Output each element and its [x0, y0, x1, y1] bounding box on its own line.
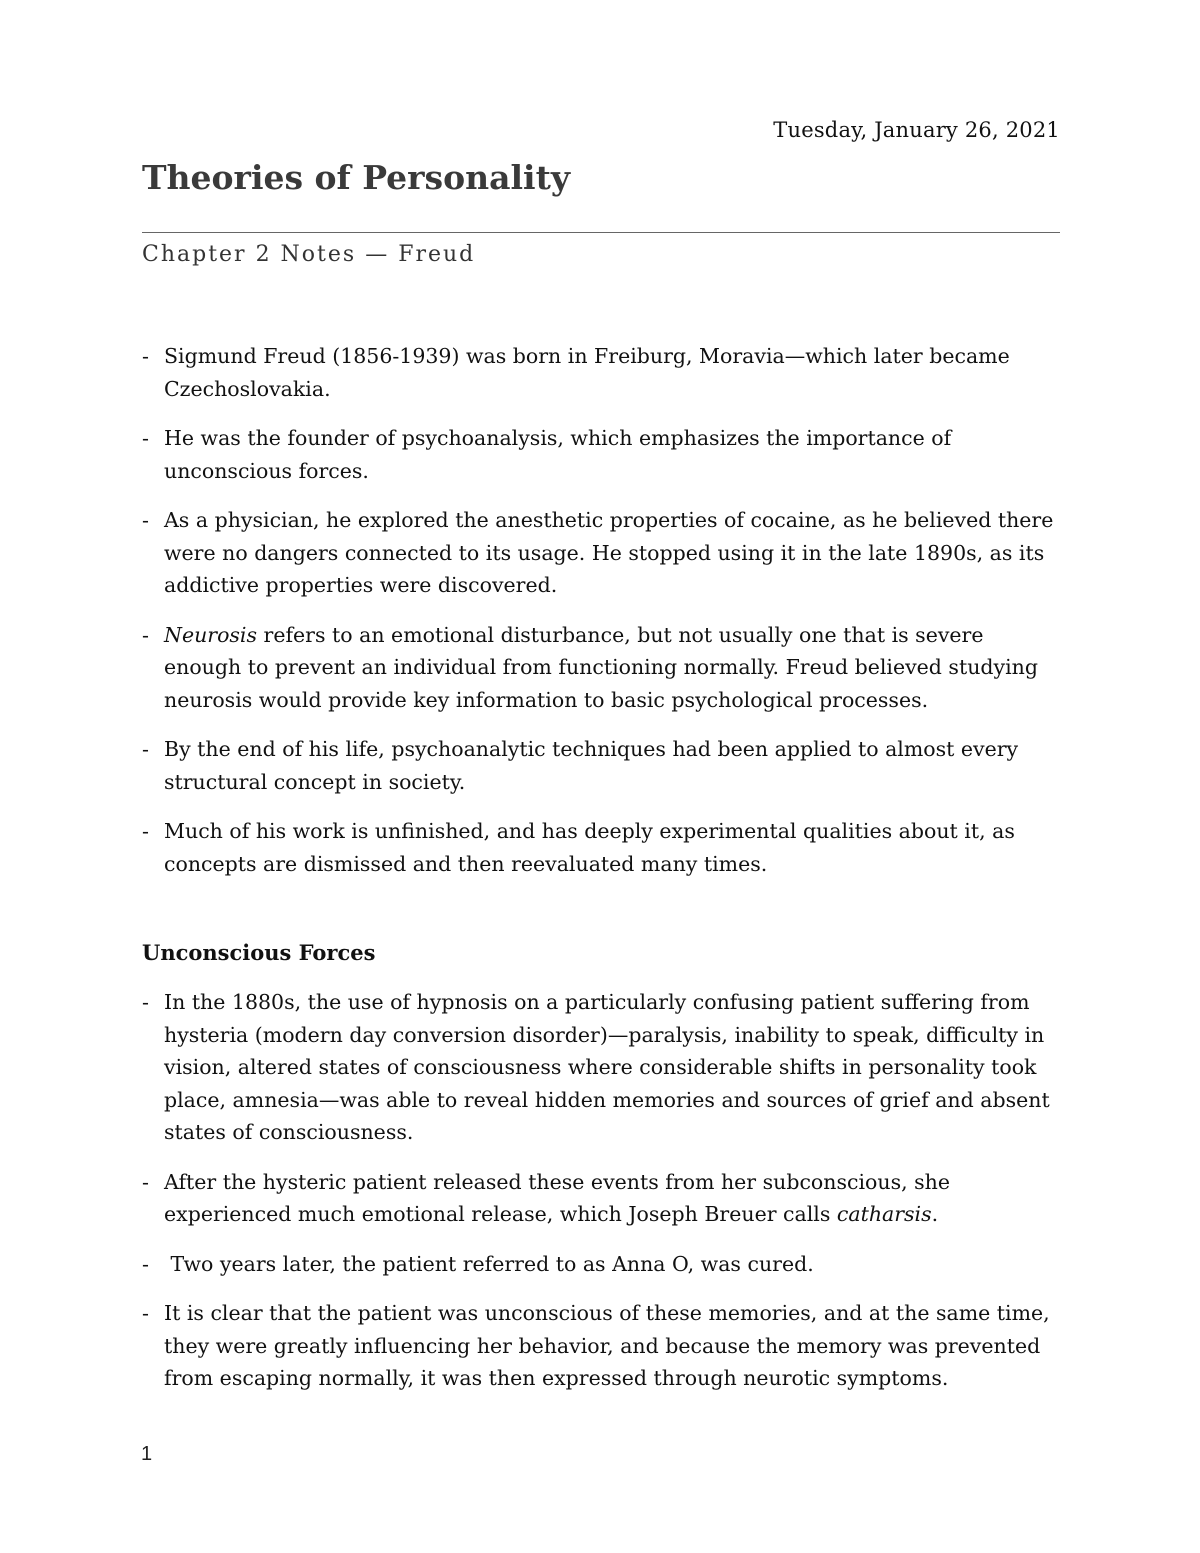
list-item-text: Much of his work is unfinished, and has deeply experimental qualities about it, as concepts are dismissed and then reevaluated many times. — [164, 819, 1015, 876]
list-item — [142, 733, 1060, 798]
list-item-text: Two years later, the patient referred to as Anna O, was cured. — [164, 1251, 814, 1276]
list-item-text: He was the founder of psychoanalysis, which emphasizes the importance of unconscious forces. — [164, 426, 952, 483]
list-item — [142, 986, 1060, 1149]
list-item — [142, 1297, 1060, 1395]
list-item — [142, 422, 1060, 487]
bullet-dash: - — [142, 819, 149, 843]
page-number: 1 — [141, 1443, 153, 1465]
list-item-text: As a physician, he explored the anesthetic properties of cocaine, as he believed there were no dangers connected to its usage. He stopped using it in the late 1890s, as its addictive properties were discovered. — [164, 508, 1054, 597]
bullet-dash: - — [142, 1169, 149, 1194]
list-item-text: By the end of his life, psychoanalytic techniques had been applied to almost every structural concept in society. — [164, 737, 1019, 794]
list-item-text: In the 1880s, the use of hypnosis on a particularly confusing patient suffering from hysteria (modern day conversion disorder)—paralysis, inability to speak, difficulty in vision, altered states of consciousness where considerable shifts in personality took place, amnesia—was able to reveal hidden memories and sources of grief and absent states of consciousness. — [164, 990, 1050, 1144]
unconscious-forces-bullet-list — [142, 986, 1060, 1412]
list-item-text: Sigmund Freud (1856-1939) was born in Freiburg, Moravia—which later became Czechoslovakia. — [164, 344, 1010, 401]
document-subtitle: Chapter 2 Notes — Freud — [142, 242, 476, 267]
intro-bullet-list — [142, 340, 1060, 897]
list-item — [142, 815, 1060, 880]
bullet-dash: - — [142, 426, 149, 450]
section-heading-unconscious-forces: Unconscious Forces — [142, 940, 376, 965]
list-item — [142, 619, 1060, 717]
bullet-dash: - — [142, 1301, 149, 1325]
list-item-text: It is clear that the patient was unconscious of these memories, and at the same time, they were greatly influencing her behavior, and because the memory was prevented from escaping normally, it was then expressed through neurotic symptoms. — [164, 1301, 1050, 1390]
term-neurosis: Neurosis — [164, 622, 258, 647]
list-item-text: refers to an emotional disturbance, but not usually one that is severe enough to prevent an individual from functioning normally. Freud believed studying neurosis would provide key information to basic psychological processes. — [164, 622, 1038, 712]
bullet-dash: - — [142, 1251, 149, 1276]
term-catharsis: catharsis — [836, 1202, 932, 1226]
list-item — [142, 504, 1060, 602]
list-item — [142, 340, 1060, 405]
list-item-text: After the hysteric patient released these events from her subconscious, she experienced much emotional release, which Joseph Breuer calls — [164, 1169, 950, 1226]
list-item — [142, 1166, 1060, 1231]
title-divider — [142, 232, 1060, 233]
bullet-dash: - — [142, 508, 149, 532]
bullet-dash: - — [142, 737, 149, 761]
bullet-dash: - — [142, 622, 149, 647]
list-item — [142, 1248, 1060, 1281]
bullet-dash: - — [142, 344, 149, 368]
document-title: Theories of Personality — [142, 158, 571, 197]
bullet-dash: - — [142, 990, 149, 1014]
document-date: Tuesday, January 26, 2021 — [773, 118, 1060, 142]
list-item-suffix: . — [931, 1202, 939, 1226]
